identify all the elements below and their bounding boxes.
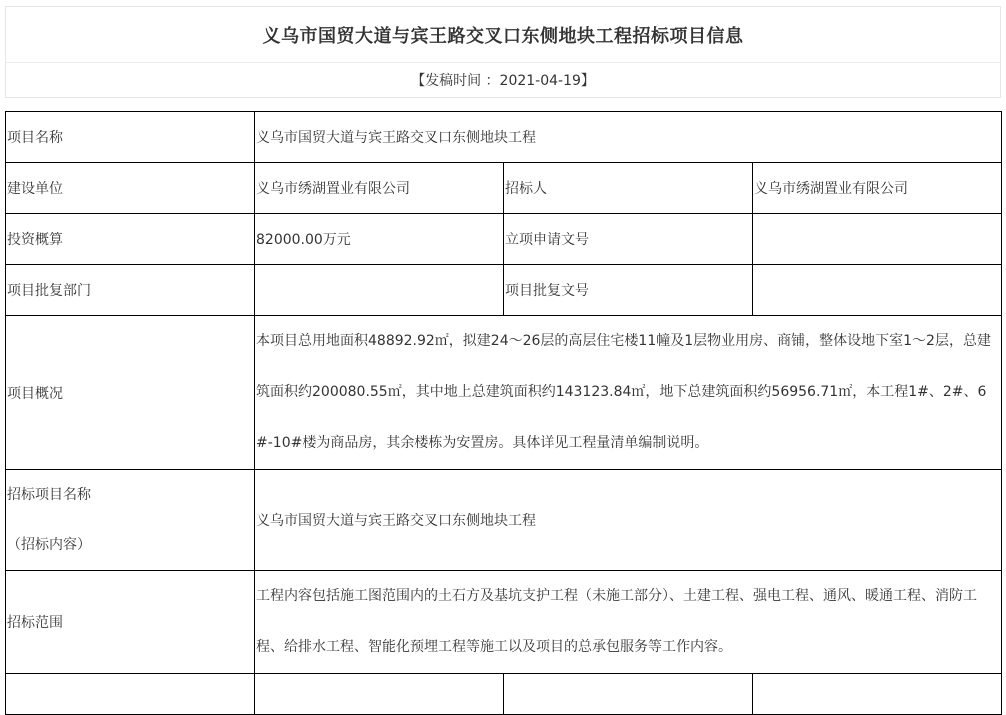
tenderer-value: 义乌市绣湖置业有限公司 — [753, 163, 1002, 214]
table-row — [6, 674, 1002, 715]
builder-value: 义乌市绣湖置业有限公司 — [255, 163, 504, 214]
bid-name-value: 义乌市国贸大道与宾王路交叉口东侧地块工程 — [255, 470, 1002, 571]
scope-value: 工程内容包括施工图范围内的土石方及基坑支护工程（未施工部分）、土建工程、强电工程、通风、暖通工程、消防工程、给排水工程、智能化预埋工程等施工以及项目的总承包服务等工作内容。 — [255, 571, 1002, 674]
overview-label: 项目概况 — [6, 316, 255, 470]
table-row — [6, 470, 1002, 571]
table-row — [6, 316, 1002, 470]
investment-value: 82000.00万元 — [255, 214, 504, 265]
empty-cell — [753, 674, 1002, 715]
approval-dept-value — [255, 265, 504, 316]
page-title: 义乌市国贸大道与宾王路交叉口东侧地块工程招标项目信息 — [262, 25, 744, 47]
tenderer-label: 招标人 — [504, 163, 753, 214]
empty-cell — [504, 674, 753, 715]
approval-dept-label: 项目批复部门 — [6, 265, 255, 316]
table-row — [6, 265, 1002, 316]
publish-date: 【发稿时间 ：2021-04-19】 — [411, 73, 595, 89]
empty-cell — [6, 674, 255, 715]
overview-value: 本项目总用地面积48892.92㎡，拟建24～26层的高层住宅楼11幢及1层物业用房、商铺，整体设地下室1～2层，总建筑面积约200080.55㎡，其中地上总建筑面积约143123.84㎡，地下总建筑面积约56956.71㎡，本工程1#、2#、6#-10#楼为商品房，其余楼栋为安置房。具体详见工程量清单编制说明。 — [255, 316, 1002, 470]
table-row — [6, 112, 1002, 163]
approval-no-value — [753, 265, 1002, 316]
bid-name-label — [6, 470, 255, 571]
project-name-label: 项目名称 — [6, 112, 255, 163]
approval-doc-label: 立项申请文号 — [504, 214, 753, 265]
bid-name-label-line2: （招标内容） — [7, 537, 91, 553]
builder-label: 建设单位 — [6, 163, 255, 214]
project-info-table — [5, 111, 1002, 715]
investment-label: 投资概算 — [6, 214, 255, 265]
approval-doc-value — [753, 214, 1002, 265]
title-section — [5, 6, 1001, 62]
project-name-value: 义乌市国贸大道与宾王路交叉口东侧地块工程 — [255, 112, 1002, 163]
scope-label: 招标范围 — [6, 571, 255, 674]
publish-date-section — [5, 62, 1001, 98]
empty-cell — [255, 674, 504, 715]
table-row — [6, 163, 1002, 214]
table-row — [6, 571, 1002, 674]
approval-no-label: 项目批复文号 — [504, 265, 753, 316]
table-row — [6, 214, 1002, 265]
bid-name-label-line1: 招标项目名称 — [7, 487, 91, 503]
